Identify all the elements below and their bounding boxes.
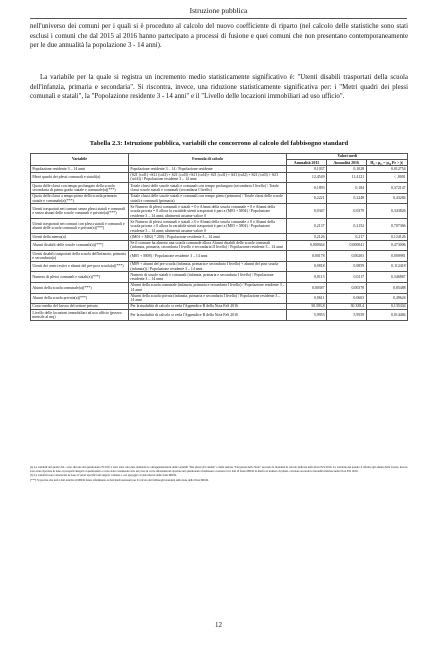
footnote: (***) Si precisa che tutti i dati relativi al MIUR fanno riferimento ai dati medi nazionali per il calcolo dei fabbisogni standard sulla base della Nota MIUR. [30,478,209,483]
formula-cell: ((M01 + M02) * 200) / Popolazione residente 3 – 14 anni [129,234,287,240]
formula-cell: Totale classi delle scuole statali e comunali con tempo pieno (primaria) / Totale classi delle scuole statali e comunali (primaria) [129,193,287,204]
variable-cell: Alunni della scuola privata(a)(***) [31,293,129,304]
value-2015-cell: 0,2221 [287,193,327,204]
header-title: Istruzione pubblica [189,6,248,15]
value-2016-cell: 0,0603 [326,293,366,304]
p-value-cell: 0,135434 [366,304,408,310]
header-values-group: Valori medi [287,154,408,160]
header-variable: Variabile [31,154,129,166]
p-value-cell: 0,372147 [366,183,408,194]
value-2015-cell: 0,00178 [287,251,327,262]
page-header [30,6,407,19]
value-2015-cell: 0,0611 [287,293,327,304]
value-2016-cell: 0,2248 [326,193,366,204]
header-formula: Formula di calcolo [129,154,287,166]
value-2016-cell: 0,217 [326,234,366,240]
formula-cell: Per la modalità di calcolo si veda l'Appendice B della Nota FaS 2016 [129,304,287,310]
formula-cell: Numero di scuole statali e comunali (infanzia, primaria e secondaria I livello) / Popolazione residente 3 – 14 anni [129,272,287,283]
p-value-cell: 0,000981 [366,251,408,262]
table-row [31,293,408,304]
formula-cell: Alunni della scuola privata (infanzia, primaria e secondaria I livello) / Popolazione residente 3 – 14 anni [129,293,287,304]
value-2015-cell: 0,000044 [287,240,327,251]
table-row [31,172,408,183]
value-2016-cell: 0,00378 [326,282,366,293]
p-value-cell: 0,473006 [366,240,408,251]
table-row [31,261,408,272]
value-2015-cell: 0,0347 [287,204,327,219]
variable-cell: Metri quadri dei plessi comunali e statali(a) [31,172,129,183]
paragraph-1: nell'universo dei comuni per i quali si è proceduto al calcolo del nuovo coefficiente di riparto (nel calcolo delle statistiche sono stati esclusi i comuni che dal 2015 al 2016 hanno partecipato a processi di fusione e quei comuni che non presentano contemporaneamente per le due annualità la popolazione 3 - 14 anni). [30,23,408,50]
value-2016-cell: 0,2152 [326,219,366,234]
table-row [31,183,408,194]
formula-cell: Popolazione residente 3 – 14 / Popolazione residente [129,166,287,172]
p-value-cell: < ,0001 [366,172,408,183]
value-2015-cell: 12,4549 [287,172,327,183]
variable-cell: Alunni della scuola comunale(a)(***) [31,282,129,293]
value-2016-cell: 5,9559 [326,310,366,321]
page-number: 12 [215,621,222,629]
value-2016-cell: 0,184 [326,183,366,194]
value-2016-cell: 0,00203 [326,251,366,262]
p-value-cell: 0,343826 [366,204,408,219]
value-2015-cell: 0,00387 [287,282,327,293]
footnote: (a) Le variabili del quadro M... sono rilevate dal questionario FC10U e sono state calcolate rendendo le omogeneizzazioni delle variabili "Dai plessi di Comuni" e dalla sezione "Dai plessi dello Stato" secondo le modalità di calcolo indicate nella Nota FaS 2016. La variabile del quadro S riferita agli alunni delle scuole, invece, sono state riportate in base ai prospetti allegati al questionario e sono state considerate solo nel caso in cui le informazioni riportate nel questionario risultassero coerenti con i dati di fonte MIUR in merito al numero di plessi, calcolate secondo le modalità indicate nella Nota FaS 2016. [30,465,408,473]
formula-cell: Totale classi delle scuole statali e comunali con tempo prolungato (secondaria I livello) / Totale classi scuole statali e comunali (secondaria I livello) [129,183,287,194]
formula-cell: (S21 (col1) +S21 (col2) + S21 (col3) +S21 (col4)+ S21 (col1) + S21 (col2) + S21 (col3) + S21 (col4)) / Popolazione residente 3 – 14 anni [129,172,287,183]
formula-cell: Se Numero di plessi comunali e statali ≠ 0 e Alunni della scuola comunale ≠ 0 e Alunni della scuola privata ≠ 0 allora la variabile utenti trasportati è pari a (M03 + M04) / Popolazione residente 3 – 14 anni; altrimenti assume valore 0 [129,219,287,234]
table-row [31,304,408,310]
value-2016-cell: 0,1028 [326,166,366,172]
variable-cell: Costo medio del lavoro del settore privato [31,304,129,310]
table-row [31,251,408,262]
p-value-cell: 0,43284 [366,193,408,204]
p-value-cell: 0,014484 [366,310,408,321]
paragraph-2: La variabile per la quale si registra un incremento medio statisticamente significativo è: "Utenti disabili trasportati della scuola dell'infanzia, primaria e secondaria". Si riscontra, invece, una riduzione statisticamente significativa per: i "Metri quadri dei plessi comunali e statali", la "Popolazione residente 3 - 14 anni" e il "Livello delle locazioni immobiliari ad uso ufficio". [30,74,408,101]
value-2015-cell: 30.393,8 [287,304,327,310]
table-header-row [31,154,408,160]
table-caption: Tabella 2.3: Istruzione pubblica, variabili che concorrono al calcolo del fabbisogno standard [89,140,349,147]
variable-cell: Utenti della mensa(a) [31,234,129,240]
p-value-cell: 0,85488 [366,282,408,293]
value-2015-cell: 0,0113 [287,272,327,283]
footnotes [30,466,408,484]
table-row [31,240,408,251]
variable-cell: Popolazione residente 3 – 14 anni [31,166,129,172]
p-value-cell: 0,707366 [366,219,408,234]
table-row [31,310,408,321]
footnote: (b) Le variabili sono valorizzate in base ai valori specifici del singolo comune o con appoggio ai dati rilevati dalle fonti MIUR. [30,473,177,478]
variable-cell: Utenti trasportati nei comuni senza plessi statali e comunali e senza alunni delle scuole comunali e private(a)(***) [31,204,129,219]
header-year-2016: Annualità 2016 [326,160,366,166]
variable-cell: Livello delle locazioni immobiliari ad uso ufficio (prezzo mensile al mq) [31,310,129,321]
formula-cell: (M09 + alunni del pre scuola (infanzia, primaria e secondaria I livello) + alunni del post scuola (infanzia)) / Popolazione residente 3 – 14 anni [129,261,287,272]
value-2016-cell: 11,4121 [326,172,366,183]
formula-cell: Per la modalità di calcolo si veda l'Appendice B della Nota FaS 2016 [129,310,287,321]
header-test: H₀ : μ₁₅ = μ₁₆ Pr > |t| [366,160,408,166]
value-2016-cell: 0,0859 [326,261,366,272]
value-2016-cell: 0,000041 [326,240,366,251]
value-2015-cell: 0,0818 [287,261,327,272]
variable-cell: Utenti dei centri estivi e alunni del pre-post scuola(a)(***) [31,261,129,272]
value-2016-cell: 0,0117 [326,272,366,283]
value-2015-cell: 5,9953 [287,310,327,321]
table-row [31,193,408,204]
formula-cell: Se Numero di plessi comunali e statali = 0 e Alunni della scuola comunale = 0 e Alunni della scuola privata = 0 allora la variabile utenti trasportati è pari a (M03 + M04) / Popolazione residente 3 – 14 anni; altrimenti assume valore 0 [129,204,287,219]
value-2015-cell: 0,1037 [287,166,327,172]
p-value-cell: 0,49624 [366,293,408,304]
p-value-cell: 0,012754 [366,166,408,172]
value-2015-cell: 0,1893 [287,183,327,194]
formula-cell: Alunni della scuola comunale (infanzia, primaria e secondaria I livello) / Popolazione residente 3 – 14 anni [129,282,287,293]
table-body [31,166,408,321]
variable-cell: Alunni disabili delle scuole comunali(a)(***) [31,240,129,251]
value-2015-cell: 0,2126 [287,234,327,240]
header-year-2015: Annualità 2015 [287,160,327,166]
value-2015-cell: 0,2137 [287,219,327,234]
p-value-cell: 0,124126 [366,234,408,240]
p-value-cell: 0,346867 [366,272,408,283]
table-row [31,282,408,293]
value-2016-cell: 30.338,4 [326,304,366,310]
variable-cell: Utenti trasportati nei comuni con plessi statali e comunali e alunni delle scuole comunali e private(a)(***) [31,219,129,234]
table-row [31,272,408,283]
variable-cell: Quota delle classi con tempo prolungato della scuola secondaria di primo grado statale e comunale(a)(***) [31,183,129,194]
value-2016-cell: 0,0379 [326,204,366,219]
formula-cell: Se il comune ha almeno una scuola comunale allora Alunni disabili delle scuole comunali (infanzia, primaria, secondaria I livello e secondaria II livello) / Popolazione residente 3 – 14 anni [129,240,287,251]
variable-cell: Quota delle classi a tempo pieno della scuola primaria statale e comunale(a)(***) [31,193,129,204]
variables-table [30,153,408,321]
table-row [31,219,408,234]
p-value-cell: 0,112418 [366,261,408,272]
formula-cell: (M05 + M08) / Popolazione residente 3 – 14 anni [129,251,287,262]
table-row [31,204,408,219]
variable-cell: Utenti disabili trasportati della scuola dell'infanzia, primaria e secondaria(a) [31,251,129,262]
variable-cell: Numero di plessi comunali e statali(a)(***) [31,272,129,283]
